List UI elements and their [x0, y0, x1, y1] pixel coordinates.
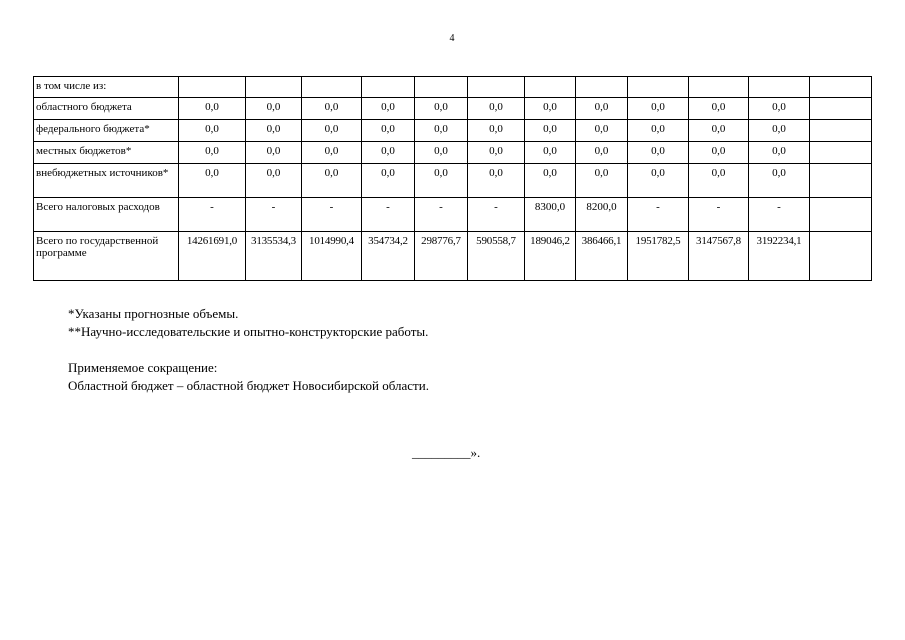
abbreviation-title: Применяемое сокращение: [68, 360, 218, 375]
table-cell [810, 164, 872, 198]
table-cell [810, 142, 872, 164]
table-cell: 0,0 [302, 164, 362, 198]
table-cell: 0,0 [576, 164, 628, 198]
table-cell: 0,0 [749, 98, 810, 120]
table-cell: 0,0 [362, 120, 415, 142]
table-cell [468, 77, 525, 98]
table-row [34, 142, 872, 164]
table-cell: 0,0 [179, 164, 246, 198]
table-cell: 0,0 [415, 142, 468, 164]
table-cell: 0,0 [362, 98, 415, 120]
table-row [34, 77, 872, 98]
table-cell: 0,0 [525, 120, 576, 142]
table-cell [179, 77, 246, 98]
table-cell: 0,0 [628, 120, 689, 142]
table-cell: 0,0 [246, 142, 302, 164]
table-cell: 0,0 [525, 164, 576, 198]
table-cell [689, 77, 749, 98]
table-cell: 0,0 [749, 142, 810, 164]
table-cell [415, 77, 468, 98]
table-cell: - [246, 198, 302, 232]
budget-table [33, 76, 872, 281]
table-cell: - [749, 198, 810, 232]
table-cell: 3192234,1 [749, 232, 810, 281]
table-cell: - [628, 198, 689, 232]
table-cell: 1014990,4 [302, 232, 362, 281]
table-cell: 0,0 [628, 142, 689, 164]
row-label: Всего налоговых расходов [34, 198, 179, 232]
table-cell: 0,0 [246, 164, 302, 198]
table-cell: 0,0 [468, 142, 525, 164]
table-cell: 0,0 [468, 164, 525, 198]
table-cell: 8200,0 [576, 198, 628, 232]
table-cell: 3147567,8 [689, 232, 749, 281]
table-cell: 0,0 [468, 120, 525, 142]
row-label: в том числе из: [34, 77, 179, 98]
table-cell: 189046,2 [525, 232, 576, 281]
table-cell [810, 198, 872, 232]
table-cell: 0,0 [302, 142, 362, 164]
table-cell: - [362, 198, 415, 232]
spacer [68, 341, 429, 359]
row-label: Всего по государственной программе [34, 232, 179, 281]
table-cell [810, 77, 872, 98]
table-row [34, 98, 872, 120]
table-cell [628, 77, 689, 98]
table-cell: - [415, 198, 468, 232]
table-cell [576, 77, 628, 98]
table-cell [810, 98, 872, 120]
table-row [34, 232, 872, 281]
table-cell: 0,0 [179, 142, 246, 164]
footnotes [68, 305, 429, 395]
table-cell: 590558,7 [468, 232, 525, 281]
table-cell: 0,0 [246, 98, 302, 120]
table-row [34, 164, 872, 198]
table-cell: 0,0 [749, 120, 810, 142]
table-cell: 0,0 [576, 120, 628, 142]
table-cell: 0,0 [689, 142, 749, 164]
closing-mark: _________». [412, 445, 481, 460]
table-cell: 1951782,5 [628, 232, 689, 281]
table-cell: 0,0 [689, 98, 749, 120]
abbreviation-text: Областной бюджет – областной бюджет Новосибирской области. [68, 378, 429, 393]
table-cell: 0,0 [576, 98, 628, 120]
table-cell: 0,0 [179, 98, 246, 120]
table-cell: 0,0 [628, 164, 689, 198]
table-row [34, 198, 872, 232]
table-cell: 0,0 [179, 120, 246, 142]
table-row [34, 120, 872, 142]
table-cell: 0,0 [525, 98, 576, 120]
table-cell: 0,0 [576, 142, 628, 164]
table-cell: 8300,0 [525, 198, 576, 232]
table-cell [525, 77, 576, 98]
table-cell [246, 77, 302, 98]
table-cell: 14261691,0 [179, 232, 246, 281]
table-cell: - [468, 198, 525, 232]
table-cell: 0,0 [628, 98, 689, 120]
table-cell: - [689, 198, 749, 232]
table-cell: 354734,2 [362, 232, 415, 281]
table-cell [810, 232, 872, 281]
table-cell [302, 77, 362, 98]
table-cell: 0,0 [246, 120, 302, 142]
row-label: местных бюджетов* [34, 142, 179, 164]
table-cell: 0,0 [415, 120, 468, 142]
row-label: федерального бюджета* [34, 120, 179, 142]
table-cell: 298776,7 [415, 232, 468, 281]
table-cell: 386466,1 [576, 232, 628, 281]
table-cell: 0,0 [689, 120, 749, 142]
table-cell: 0,0 [302, 120, 362, 142]
row-label: внебюджетных источников* [34, 164, 179, 198]
table-cell [362, 77, 415, 98]
table-cell [810, 120, 872, 142]
table-cell: 0,0 [415, 98, 468, 120]
row-label: областного бюджета [34, 98, 179, 120]
table-cell: 0,0 [468, 98, 525, 120]
page-number: 4 [449, 33, 455, 44]
table-cell: 0,0 [362, 142, 415, 164]
table-cell: 0,0 [362, 164, 415, 198]
table-cell: - [302, 198, 362, 232]
table-cell: 0,0 [415, 164, 468, 198]
footnote-forecast: *Указаны прогнозные объемы. [68, 306, 239, 321]
table-cell: - [179, 198, 246, 232]
table-cell: 3135534,3 [246, 232, 302, 281]
table-cell: 0,0 [302, 98, 362, 120]
table-cell: 0,0 [749, 164, 810, 198]
table-cell: 0,0 [689, 164, 749, 198]
table-cell [749, 77, 810, 98]
footnote-research: **Научно-исследовательские и опытно-конструкторские работы. [68, 324, 429, 339]
table-cell: 0,0 [525, 142, 576, 164]
